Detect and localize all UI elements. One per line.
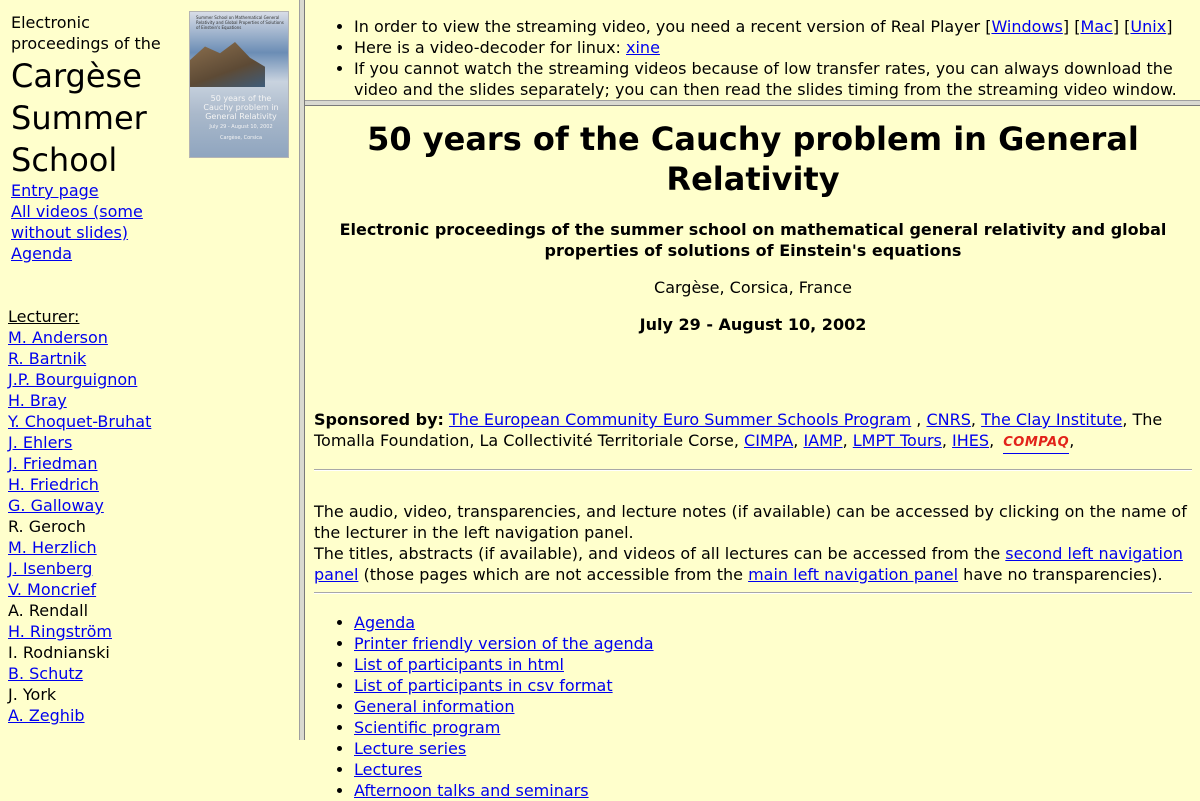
lecturer-list bbox=[8, 306, 293, 726]
lecturer-link[interactable]: J.P. Bourguignon bbox=[8, 370, 138, 389]
poster-image bbox=[189, 11, 289, 158]
list-item bbox=[354, 759, 1192, 780]
page-subtitle: Electronic proceedings of the summer school on mathematical general relativity and global properties of solutions of Einstein's equations bbox=[339, 220, 1167, 260]
divider bbox=[314, 469, 1192, 471]
resource-link[interactable]: List of participants in html bbox=[354, 655, 564, 674]
sponsor-cnrs-link[interactable]: CNRS bbox=[926, 410, 971, 429]
lecturers-heading: Lecturer: bbox=[8, 307, 80, 326]
intro-text: Electronic proceedings of the bbox=[11, 13, 161, 53]
lecturer-link[interactable]: H. Bray bbox=[8, 391, 67, 410]
top-info-frame bbox=[305, 0, 1200, 100]
left-navigation-frame bbox=[0, 0, 299, 740]
list-item bbox=[354, 780, 1192, 801]
lecturer-link[interactable]: G. Galloway bbox=[8, 496, 104, 515]
main-nav-links bbox=[11, 180, 181, 264]
school-name: Cargèse Summer School bbox=[11, 57, 147, 179]
list-item bbox=[354, 696, 1192, 717]
resource-link[interactable]: Afternoon talks and seminars bbox=[354, 781, 589, 800]
sponsor-iamp-link[interactable]: IAMP bbox=[803, 431, 843, 450]
entry-page-link[interactable]: Entry page bbox=[11, 181, 99, 200]
lecturer-link[interactable]: J. Ehlers bbox=[8, 433, 73, 452]
second-nav-panel-link[interactable]: second left navigation panel bbox=[314, 544, 1183, 584]
resource-link[interactable]: General information bbox=[354, 697, 515, 716]
agenda-link[interactable]: Agenda bbox=[11, 244, 73, 263]
windows-link[interactable]: Windows bbox=[991, 17, 1063, 36]
lecturer-link[interactable]: M. Herzlich bbox=[8, 538, 97, 557]
resource-link[interactable]: List of participants in csv format bbox=[354, 676, 613, 695]
main-nav-panel-link[interactable]: main left navigation panel bbox=[748, 565, 959, 584]
lecturer-link[interactable]: M. Anderson bbox=[8, 328, 108, 347]
lecturer-name: R. Geroch bbox=[8, 517, 86, 536]
list-item bbox=[354, 675, 1192, 696]
list-item bbox=[354, 633, 1192, 654]
realplayer-note: • In order to view the streaming video, you need a recent version of Real Player [Windows] [Mac] [Unix] bbox=[354, 16, 1200, 37]
poster-island-photo bbox=[190, 42, 265, 87]
sponsor-clay-link[interactable]: The Clay Institute bbox=[981, 410, 1123, 429]
lecturer-link[interactable]: R. Bartnik bbox=[8, 349, 87, 368]
resource-link[interactable]: Lectures bbox=[354, 760, 423, 779]
lecturer-link[interactable]: V. Moncrief bbox=[8, 580, 97, 599]
lecturer-link[interactable]: Y. Choquet-Bruhat bbox=[8, 412, 152, 431]
download-note: • If you cannot watch the streaming videos because of low transfer rates, you can always download the video and the slides separately; you can then read the slides timing from the streaming video window. bbox=[354, 58, 1200, 100]
location-text: Cargèse, Corsica, France bbox=[654, 278, 852, 297]
lecturer-name: I. Rodnianski bbox=[8, 643, 110, 662]
xine-link[interactable]: xine bbox=[626, 38, 660, 57]
lecturer-link[interactable]: J. Friedman bbox=[8, 454, 98, 473]
all-videos-link[interactable]: All videos (some without slides) bbox=[11, 202, 143, 242]
lecturer-name: A. Rendall bbox=[8, 601, 89, 620]
list-item bbox=[354, 612, 1192, 633]
lecturer-link[interactable]: B. Schutz bbox=[8, 664, 84, 683]
resource-link[interactable]: Printer friendly version of the agenda bbox=[354, 634, 654, 653]
lecturer-link[interactable]: A. Zeghib bbox=[8, 706, 85, 725]
poster-top-text: Summer School on Mathematical General Relativity and Global Properties of Solutions of Einstein's Equations bbox=[196, 15, 284, 30]
sponsor-lmpt-link[interactable]: LMPT Tours bbox=[852, 431, 942, 450]
resource-links-list bbox=[314, 612, 1192, 801]
sponsor-cimpa-link[interactable]: CIMPA bbox=[744, 431, 794, 450]
poster-title: 50 years of the Cauchy problem in General Relativity July 29 - August 10, 2002 Cargèse, Corsica bbox=[203, 94, 279, 141]
sponsored-label: Sponsored by: bbox=[314, 410, 444, 429]
dates-text: July 29 - August 10, 2002 bbox=[639, 315, 867, 334]
resource-link[interactable]: Agenda bbox=[354, 613, 416, 632]
access-paragraph: The audio, video, transparencies, and lecture notes (if available) can be accessed by clicking on the name of the lecturer in the left navigation panel. The titles, abstracts (if available), and videos of all lectures can be accessed from the second left navigation panel (those pages which are not accessible from the main left navigation panel have no transparencies). bbox=[314, 502, 1187, 584]
list-item bbox=[354, 738, 1192, 759]
decoder-note: • Here is a video-decoder for linux: xine bbox=[354, 37, 1200, 58]
lecturer-link[interactable]: H. Friedrich bbox=[8, 475, 99, 494]
list-item bbox=[354, 654, 1192, 675]
mac-link[interactable]: Mac bbox=[1080, 17, 1113, 36]
resource-link[interactable]: Scientific program bbox=[354, 718, 501, 737]
unix-link[interactable]: Unix bbox=[1130, 17, 1167, 36]
sponsor-compaq-logo[interactable]: COMPAQ bbox=[1003, 432, 1069, 454]
lecturer-name: J. York bbox=[8, 685, 57, 704]
sponsor-ihes-link[interactable]: IHES bbox=[952, 431, 990, 450]
page-title: 50 years of the Cauchy problem in General Relativity bbox=[367, 120, 1139, 198]
main-content-frame bbox=[305, 106, 1200, 800]
divider bbox=[314, 592, 1192, 594]
sponsor-euro-link[interactable]: The European Community Euro Summer Schools Program bbox=[449, 410, 912, 429]
lecturer-link[interactable]: H. Ringström bbox=[8, 622, 112, 641]
list-item bbox=[354, 717, 1192, 738]
lecturer-link[interactable]: J. Isenberg bbox=[8, 559, 93, 578]
sponsors-paragraph: Sponsored by: The European Community Euro Summer Schools Program , CNRS, The Clay Institute, The Tomalla Foundation, La Collectivité Territoriale Corse, CIMPA, IAMP, LMPT Tours, IHES, COMPAQ, bbox=[314, 409, 1192, 454]
resource-link[interactable]: Lecture series bbox=[354, 739, 467, 758]
